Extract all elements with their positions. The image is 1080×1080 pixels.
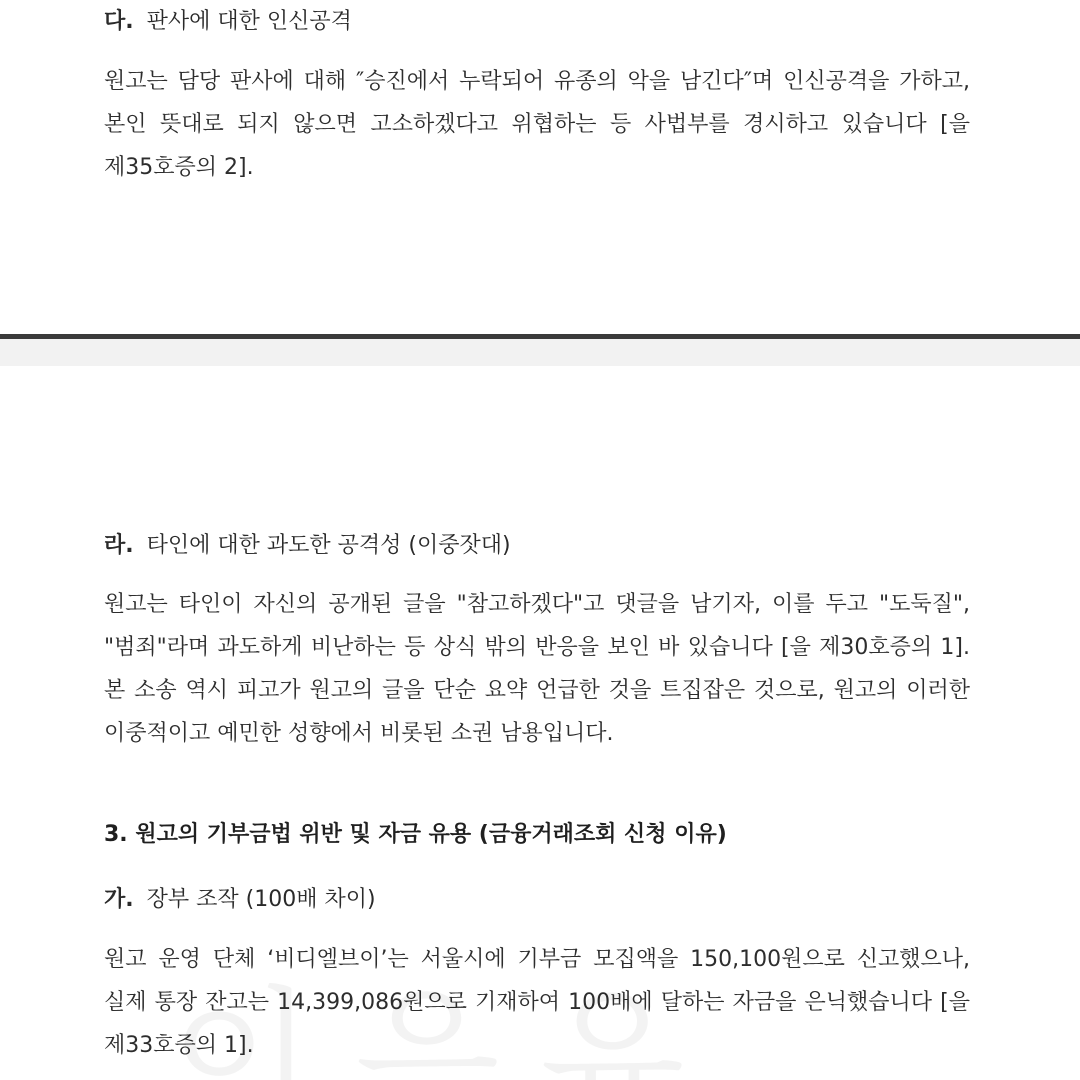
section-title-da: 판사에 대한 인신공격 bbox=[146, 9, 352, 34]
section-heading-ra bbox=[104, 531, 511, 561]
section-title-ra: 타인에 대한 과도한 공격성 (이중잣대) bbox=[146, 533, 511, 558]
section-marker-ra: 라. bbox=[104, 533, 134, 558]
section-body-ga: 원고 운영 단체 ‘비디엘브이’는 서울시에 기부금 모집액을 150,100원으로 신고했으나, 실제 통장 잔고는 14,399,086원으로 기재하여 100배에 달하는 자금을 은닉했습니다 [을 제33호증의 1]. bbox=[104, 947, 970, 1058]
section-heading-da bbox=[104, 7, 352, 37]
section-body-da: 원고는 담당 판사에 대해 ″승진에서 누락되어 유종의 악을 남긴다″며 인신공격을 가하고, 본인 뜻대로 되지 않으면 고소하겠다고 위협하는 등 사법부를 경시하고 있습니다 [을 제35호증의 2]. bbox=[104, 69, 970, 180]
section-heading-3: 3. 원고의 기부금법 위반 및 자금 유용 (금융거래조회 신청 이유) bbox=[104, 822, 727, 847]
section-heading-ga bbox=[104, 885, 376, 915]
section-marker-da: 다. bbox=[104, 9, 134, 34]
section-marker-ga: 가. bbox=[104, 887, 134, 912]
section-title-ga: 장부 조작 (100배 차이) bbox=[146, 887, 376, 912]
document-page-top bbox=[0, 0, 1080, 334]
page-gap bbox=[0, 339, 1080, 367]
section-body-ra: 원고는 타인이 자신의 공개된 글을 "참고하겠다"고 댓글을 남기자, 이를 두고 "도둑질", "범죄"라며 과도하게 비난하는 등 상식 밖의 반응을 보인 바 있습니다 [을 제30호증의 1]. 본 소송 역시 피고가 원고의 글을 단순 요약 언급한 것을 트집잡은 것으로, 원고의 이러한 이중적이고 예민한 성향에서 비롯된 소권 남용입니다. bbox=[104, 592, 970, 746]
